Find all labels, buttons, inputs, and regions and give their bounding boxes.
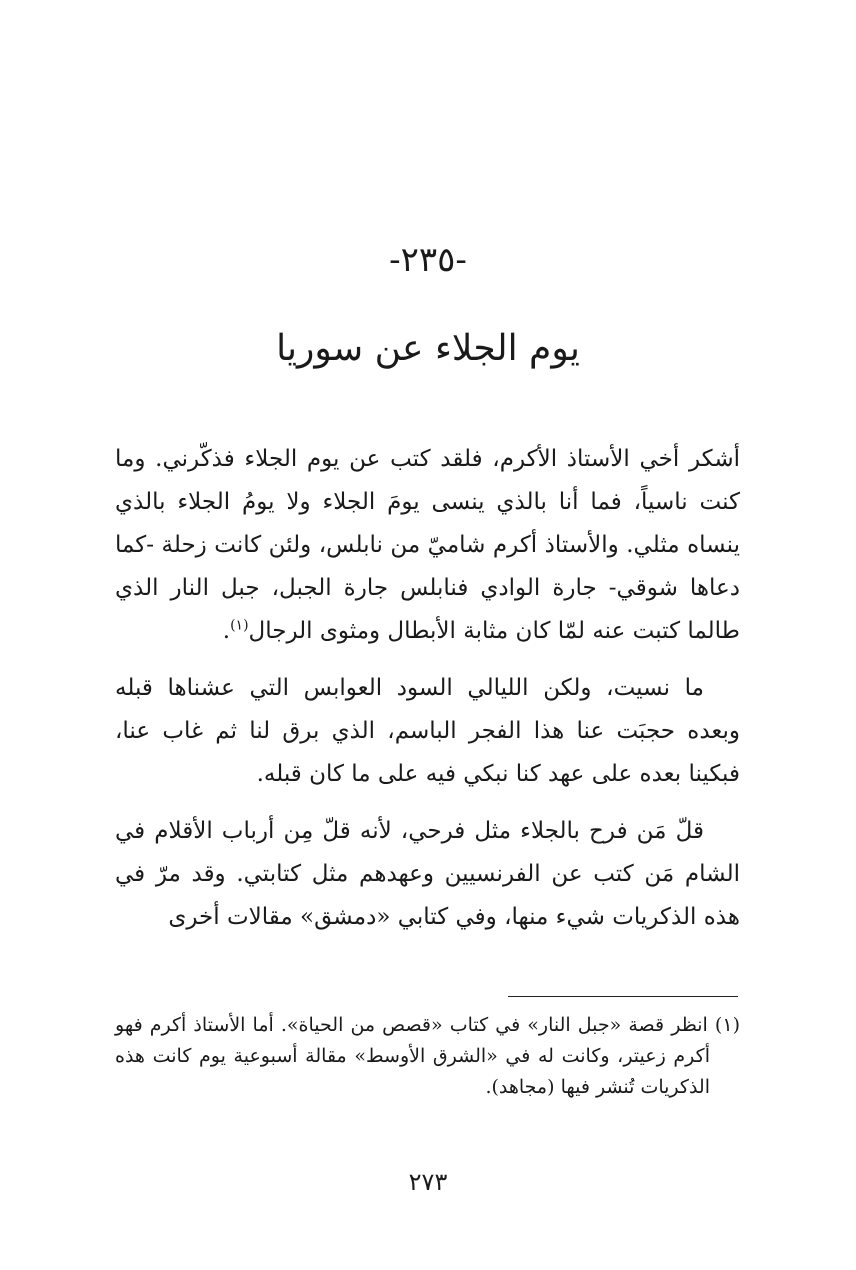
paragraph-2: ما نسيت، ولكن الليالي السود العوابس التي عشناها قبله وبعده حجبَت عنا هذا الفجر الباسم، الذي برق لنا ثم غاب عنا، فبكينا بعده على عهد كنا نبكي فيه على ما كان قبله. [115, 675, 740, 787]
paragraph-1-end: . [222, 618, 231, 644]
body-text [115, 438, 740, 953]
footnotes [115, 1010, 740, 1103]
paragraph-3: قلّ مَن فرح بالجلاء مثل فرحي، لأنه قلّ مِن أرباب الأقلام في الشام مَن كتب عن الفرنسيين وعهدهم مثل كتابتي. وقد مرّ في هذه الذكريات شيء منها، وفي كتابي «دمشق» مقالات أخرى [115, 818, 740, 930]
footnote-reference: (١) [230, 617, 249, 634]
footnote-divider [508, 996, 738, 997]
page-number: ٢٧٣ [408, 1168, 448, 1196]
footnote-1: (١) انظر قصة «جبل النار» في كتاب «قصص من الحياة». أما الأستاذ أكرم فهو أكرم زعيتر، وكانت له في «الشرق الأوسط» مقالة أسبوعية يوم كانت هذه الذكريات تُنشر فيها (مجاهد). [115, 1014, 740, 1098]
chapter-title: يوم الجلاء عن سوريا [276, 328, 580, 369]
paragraph-1 [115, 438, 740, 653]
chapter-number: -٢٣٥- [389, 240, 467, 280]
paragraph-1-text: أشكر أخي الأستاذ الأكرم، فلقد كتب عن يوم الجلاء فذكّرني. وما كنت ناسياً، فما أنا بالذي ينسى يومَ الجلاء ولا يومُ الجلاء بالذي ينساه مثلي. والأستاذ أكرم شاميّ من نابلس، ولئن كانت زحلة -كما دعاها شوقي- جارة الوادي فنابلس جارة الجبل، جبل النار الذي طالما كتبت عنه لمّا كان مثابة الأبطال ومثوى الرجال [115, 446, 740, 644]
